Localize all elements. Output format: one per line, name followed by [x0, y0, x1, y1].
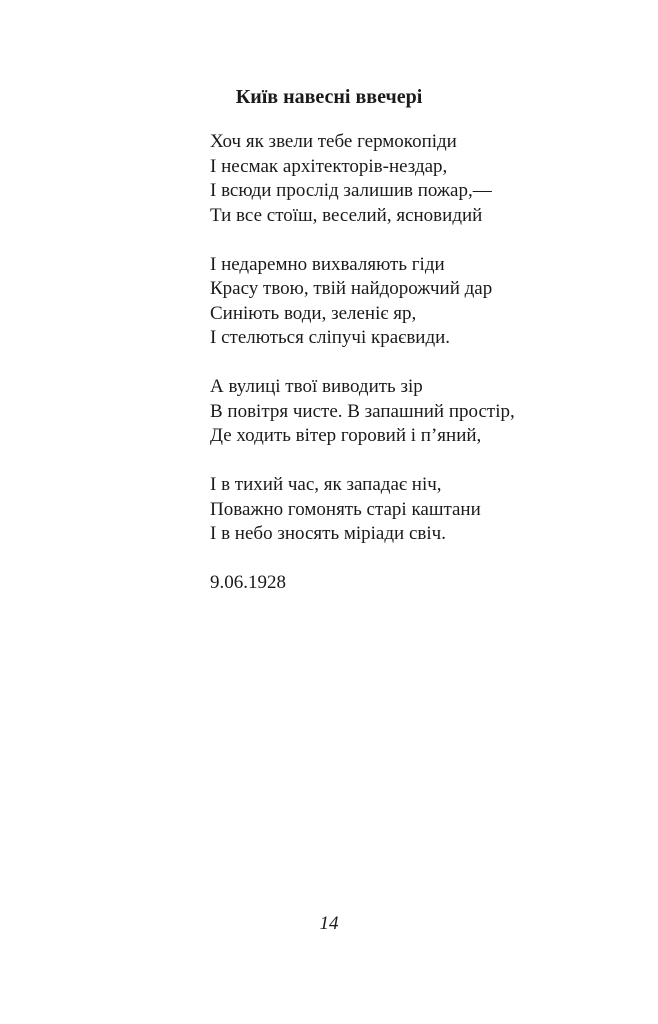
- poem-line: Синіють води, зеленіє яр,: [210, 302, 417, 324]
- poem-date: 9.06.1928: [210, 572, 286, 593]
- poem-line: І несмак архітекторів-нездар,: [210, 155, 448, 177]
- poem-line: Хоч як звели тебе гермокопіди: [210, 131, 457, 152]
- poem-line: Де ходить вітер горовий і п’яний,: [210, 425, 482, 446]
- poem-line: А вулиці твої виводить зір: [210, 376, 423, 397]
- poem-line: Ти все стоїш, веселий, ясновидий: [210, 204, 483, 226]
- stanza-3: [210, 375, 630, 449]
- stanza-1: [210, 130, 630, 228]
- poem-title: Київ навесні ввечері: [235, 86, 423, 108]
- poem-line: І в небо зносять міріади свіч.: [210, 523, 446, 544]
- poem-line: Красу твою, твій найдорожчий дар: [210, 278, 493, 299]
- poem-line: І всюди прослід залишив пожар,—: [210, 180, 492, 201]
- poem-line: І недаремно вихваляють гіди: [210, 253, 445, 275]
- stanza-2: [210, 253, 630, 351]
- poem-body: [210, 130, 630, 596]
- poem-line: І стелються сліпучі краєвиди.: [210, 327, 451, 348]
- poem-line: Поважно гомонять старі каштани: [210, 498, 481, 520]
- poem-line: І в тихий час, як западає ніч,: [210, 474, 442, 495]
- page-number: 14: [319, 913, 339, 934]
- stanza-4: [210, 473, 630, 547]
- poem-line: В повітря чисте. В запашний простір,: [210, 400, 515, 422]
